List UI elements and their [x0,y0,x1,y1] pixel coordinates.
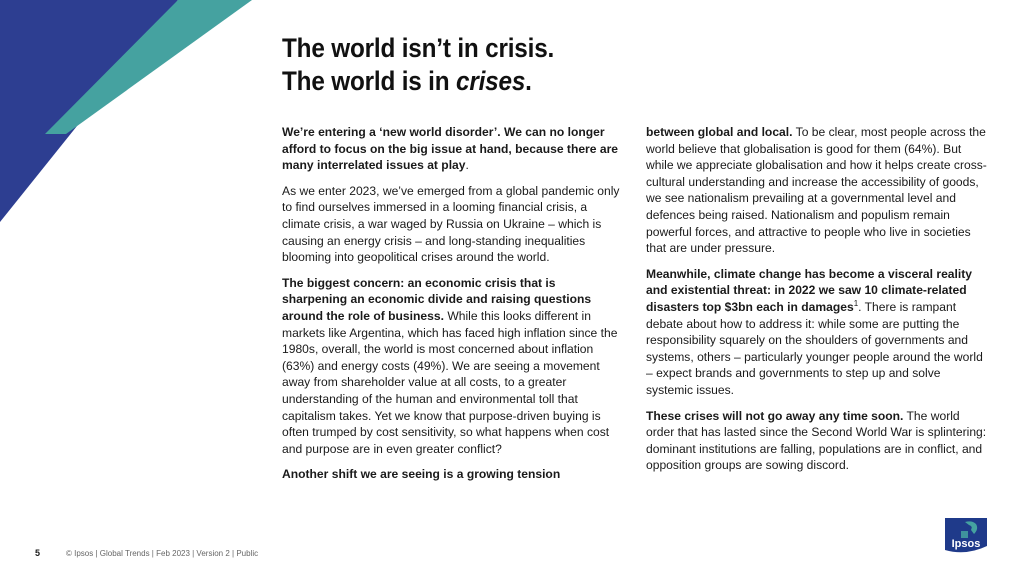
page-title [282,32,554,98]
left-p1-bold: We’re entering a ‘new world disorder’. We can no longer afford to focus on the big issue at hand, because there are many interrelated issues at play [282,125,619,173]
left-column [282,124,624,492]
right-p1-bold: between global and local. [646,125,793,139]
left-p4-bold: Another shift we are seeing is a growing tension [282,467,561,482]
title-line-2-prefix: The world is in [282,66,456,96]
footnote-marker: 1 [853,298,859,308]
footer-text: © Ipsos | Global Trends | Feb 2023 | Version 2 | Public [66,548,259,558]
logo-text: Ipsos [951,538,981,550]
footer [35,548,258,558]
right-column [646,124,988,483]
right-p2-rest: . There is rampant debate about how to address it: while some are putting the responsibility squarely on the shoulders of governments and systems, others – particularly younger people around the world – expect brands and governments to step up and solve systemic issues. [646,299,983,397]
left-paragraph-4 [282,466,624,483]
left-paragraph-1 [282,124,624,174]
title-line-2-suffix: . [525,66,532,96]
right-paragraph-3 [646,408,988,474]
ipsos-logo [945,518,987,556]
left-paragraph-3 [282,275,624,458]
right-p1-rest: To be clear, most people across the world believe that globalisation is good for them (64%). But while we appreciate globalisation and how it helps create cross-cultural understanding and increase the accessibility of goods, we see nationalism prevailing at a governmental level and defences being raised. Nationalism and populism remain powerful forces, and attractive to people who live in societies that are under pressure. [646,125,987,256]
corner-decoration [0,0,260,230]
right-p3-rest: The world order that has lasted since the Second World War is splintering: dominant institutions are falling, populations are in conflict, and opposition groups are sowing discord. [646,408,987,473]
title-line-2-emphasis: crises [455,66,526,96]
left-paragraph-2: As we enter 2023, we’ve emerged from a global pandemic only to find ourselves immersed in a looming financial crisis, a climate crisis, a war waged by Russia on Ukraine – which is causing an energy crisis – and long-standing inequalities blooming into geopolitical crises around the world. [282,183,620,265]
right-p3-bold: These crises will not go away any time soon. [646,408,904,423]
right-paragraph-1 [646,124,988,257]
page-number: 5 [35,548,41,558]
right-p2-bold: Meanwhile, climate change has become a visceral reality and existential threat: in 2022 we saw 10 climate-related disasters top $3bn each in damages [646,266,973,314]
left-p3-rest: While this looks different in markets like Argentina, which has faced high inflation since the 1980s, overall, the world is most concerned about inflation (63%) and energy costs (49%). We are seeing a movement away from shareholder value at all costs, to a greater understanding of the human and environmental toll that capitalism takes. Yet we know that purpose-driven buying is often trumped by cost sensitivity, so what happens when cost and purpose are in even greater conflict? [282,308,618,456]
right-paragraph-2 [646,266,988,399]
left-p1-rest: . [465,158,469,173]
left-p3-bold: The biggest concern: an economic crisis that is sharpening an economic divide and raising questions around the role of business. [282,275,592,323]
title-line-1: The world isn’t in crisis. [282,33,555,63]
